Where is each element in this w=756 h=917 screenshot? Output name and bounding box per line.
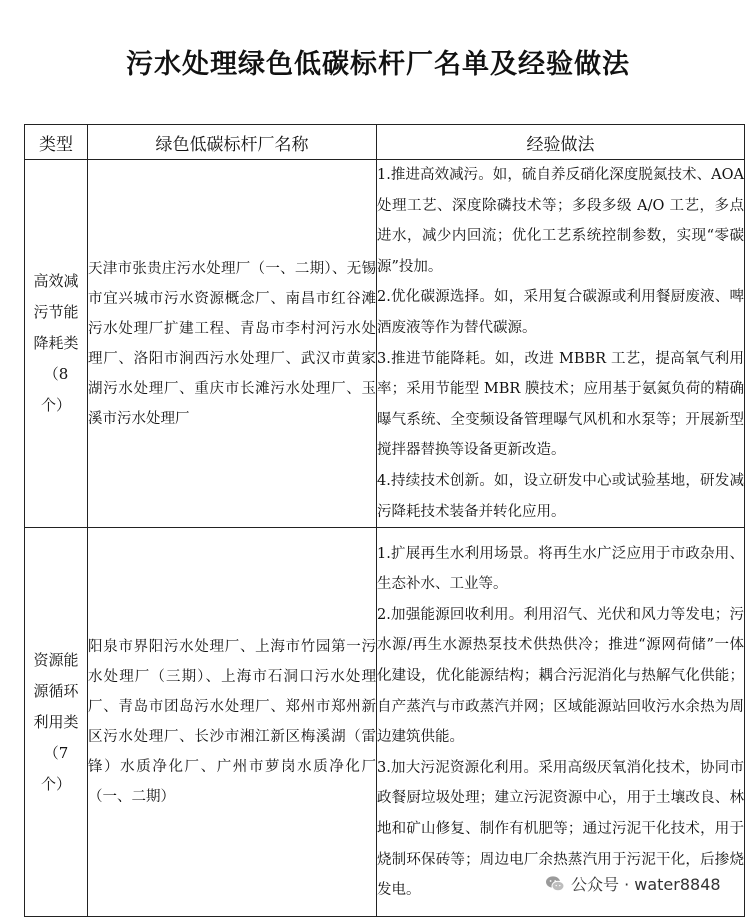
type-line: 资源能 <box>33 650 79 669</box>
watermark-text: 公众号 · water8848 <box>571 875 721 894</box>
table-header-row <box>25 125 745 160</box>
type-line: 源循环 <box>33 681 79 700</box>
type-line: 污节能 <box>33 303 79 322</box>
type-line: 个） <box>40 396 71 415</box>
practice-item: 1.扩展再生水利用场景。将再生水广泛应用于市政杂用、生态补水、工业等。 <box>377 545 744 593</box>
practice-item: 3.推进节能降耗。如，改进 MBBR 工艺，提高氧气利用率；采用节能型 MBR 膜技术；应用基于氨氮负荷的精确曝气系统、全变频设备管理曝气风机和水泵等；开展新型搅拌器替换等设备更新改造。 <box>377 350 744 459</box>
type-line: 个） <box>40 774 71 793</box>
wechat-icon <box>545 875 565 893</box>
type-line: （8 <box>43 365 69 384</box>
type-line: 高效减 <box>33 272 79 291</box>
plant-names-cell: 天津市张贵庄污水处理厂（一、二期）、无锡市宜兴城市污水资源概念厂、南昌市红谷滩污水处理厂扩建工程、青岛市李村河污水处理厂、洛阳市涧西污水处理厂、武汉市黄家湖污水处理厂、重庆市长滩污水处理厂、玉溪市污水处理厂 <box>88 160 377 528</box>
plant-names-cell: 阳泉市界阳污水处理厂、上海市竹园第一污水处理厂（三期）、上海市石洞口污水处理厂、青岛市团岛污水处理厂、郑州市郑州新区污水处理厂、长沙市湘江新区梅溪湖（雷锋）水质净化厂、广州市萝岗水质净化厂（一、二期） <box>88 528 377 917</box>
practices-cell <box>377 160 745 528</box>
practice-item: 1.推进高效减污。如，硫自养反硝化深度脱氮技术、AOA 处理工艺、深度除磷技术等；多段多级 A/O 工艺，多点进水，减少内回流；优化工艺系统控制参数，实现“零碳源”投加。 <box>377 167 744 275</box>
type-line: 利用类 <box>33 712 79 731</box>
type-line: 降耗类 <box>33 334 79 353</box>
table-row <box>25 160 745 528</box>
header-plant-names: 绿色低碳标杆厂名称 <box>88 125 377 160</box>
practice-item: 2.优化碳源选择。如，采用复合碳源或利用餐厨废液、啤酒废液等作为替代碳源。 <box>377 289 744 336</box>
practices-cell <box>377 528 745 917</box>
practice-item: 4.持续技术创新。如，设立研发中心或试验基地，研发减污降耗技术装备并转化应用。 <box>377 472 744 520</box>
header-type: 类型 <box>25 125 88 160</box>
header-practices: 经验做法 <box>377 125 745 160</box>
type-cell <box>25 528 88 917</box>
watermark <box>545 872 721 895</box>
page-title: 污水处理绿色低碳标杆厂名单及经验做法 <box>126 49 630 80</box>
practice-item: 2.加强能源回收利用。利用沼气、光伏和风力等发电；污水源/再生水源热泵技术供热供冷；推进“源网荷储”一体化建设，优化能源结构；耦合污泥消化与热解气化供能；自产蒸汽与市政蒸汽并网；区域能源站回收污水余热为周边建筑供能。 <box>377 606 744 746</box>
table-row <box>25 528 745 917</box>
benchmark-table <box>24 124 745 917</box>
type-line: （7 <box>43 743 69 762</box>
practice-item: 3.加大污泥资源化利用。采用高级厌氧消化技术，协同市政餐厨垃圾处理；建立污泥资源中心，用于土壤改良、林地和矿山修复、制作有机肥等；通过污泥干化技术，用于烧制环保砖等；周边电厂余热蒸汽用于污泥干化，后掺烧发电。 <box>377 759 744 899</box>
type-cell <box>25 160 88 528</box>
